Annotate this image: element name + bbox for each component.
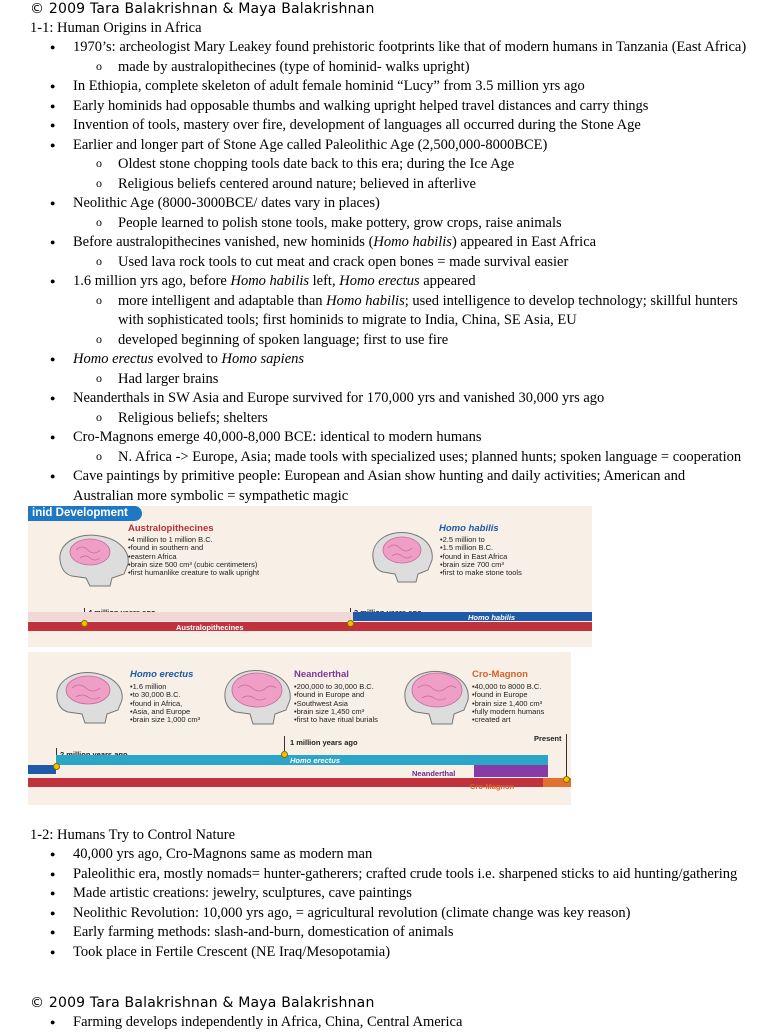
list-item: ● Cro-Magnons emerge 40,000-8,000 BCE: identical to modern humans xyxy=(0,428,768,448)
species-name-neanderthal: Neanderthal xyxy=(294,669,349,680)
fact: • brain size 1,000 cm³ xyxy=(130,716,200,724)
species-name-australopithecines: Australopithecines xyxy=(128,523,214,534)
list-item: ● Early hominids had opposable thumbs and walking upright helped travel distances and carry things xyxy=(0,97,768,117)
fact: • 200,000 to 30,000 B.C. xyxy=(294,683,378,691)
italic-term: Homo habilis xyxy=(373,234,452,250)
list-item: ● Cave paintings by primitive people: European and Asian show hunting and daily activities; American and Australian more symbolic = sympathetic magic xyxy=(0,467,768,506)
fact: • to 30,000 B.C. xyxy=(130,691,200,699)
text: ) appeared in East Africa xyxy=(451,234,597,250)
list-item: o Oldest stone chopping tools date back to this era; during the Ice Age xyxy=(0,155,768,175)
erectus-skull-icon xyxy=(52,668,128,726)
hominid-figure-bottom xyxy=(28,652,571,805)
australopithecines-bar xyxy=(28,622,592,631)
neanderthal-facts xyxy=(294,683,378,724)
australopithecines-bar-label: Australopithecines xyxy=(176,623,244,632)
species-name-cro-magnon: Cro-Magnon xyxy=(472,669,528,680)
australopithecines-facts xyxy=(128,536,259,577)
italic-term: Homo habilis xyxy=(230,273,310,289)
list-item: ● 40,000 yrs ago, Cro-Magnons same as modern man xyxy=(0,845,768,865)
fact: • 1.6 million xyxy=(130,683,200,691)
notes-list-page-2 xyxy=(0,1013,768,1033)
list-item: ● Made artistic creations: jewelry, sculptures, cave paintings xyxy=(0,884,768,904)
timeline-marker xyxy=(281,751,288,758)
fact: • first to make stone tools xyxy=(440,569,522,577)
section-heading-1-2: 1-2: Humans Try to Control Nature xyxy=(30,827,236,843)
timeline-label-1m: 1 million years ago xyxy=(290,738,358,747)
list-item: ● Farming develops independently in Africa, China, Central America xyxy=(0,1013,768,1033)
text: more intelligent and adaptable than xyxy=(118,292,327,309)
list-item: o N. Africa -> Europe, Asia; made tools with specialized uses; planned hunts; spoken language = cooperation xyxy=(0,448,768,468)
cro-magnon-facts xyxy=(472,683,544,724)
list-item: ● Early farming methods: slash-and-burn, domestication of animals xyxy=(0,923,768,943)
fact: • Asia, and Europe xyxy=(130,708,200,716)
cro-magnon-skull-icon xyxy=(400,668,474,728)
cro-magnon-bar-label: Cro-Magnon xyxy=(470,782,515,791)
fact: • 40,000 to 8000 B.C. xyxy=(472,683,544,691)
fact: • 4 million to 1 million B.C. xyxy=(128,536,259,544)
list-item: o made by australopithecines (type of hominid- walks upright) xyxy=(0,58,768,78)
fact: • created art xyxy=(472,716,544,724)
list-item: o People learned to polish stone tools, make pottery, grow crops, raise animals xyxy=(0,214,768,234)
species-name-erectus: Homo erectus xyxy=(130,669,194,680)
text: Before australopithecines vanished, new hominids ( xyxy=(73,234,374,250)
list-item xyxy=(0,233,768,253)
list-item: ● Earlier and longer part of Stone Age called Paleolithic Age (2,500,000-8000BCE) xyxy=(0,136,768,156)
neanderthal-bar xyxy=(474,765,548,777)
list-item xyxy=(0,350,768,370)
australopithecines-bar-end xyxy=(28,778,543,787)
list-item: o Used lava rock tools to cut meat and crack open bones = made survival easier xyxy=(0,253,768,273)
list-item: ● Neanderthals in SW Asia and Europe survived for 170,000 yrs and vanished 30,000 yrs ago xyxy=(0,389,768,409)
fact: • found in Europe and xyxy=(294,691,378,699)
text: ; used intelligence to develop technology; skillful hunters with sophisticated tools; first hominids to migrate to India, China, SE Asia, EU xyxy=(118,292,738,328)
timeline-tick xyxy=(566,734,567,780)
figure-title: inid Development xyxy=(28,506,142,521)
timeline-marker xyxy=(53,763,60,770)
timeline-marker xyxy=(347,620,354,627)
list-item: o developed beginning of spoken language; first to use fire xyxy=(0,331,768,351)
habilis-bar-end xyxy=(28,765,56,774)
text: appeared xyxy=(419,273,476,289)
list-item: ● Took place in Fertile Crescent (NE Iraq/Mesopotamia) xyxy=(0,943,768,963)
text: 1.6 million yrs ago, before xyxy=(73,273,231,289)
timeline-marker xyxy=(563,776,570,783)
section-heading-1-1: 1-1: Human Origins in Africa xyxy=(30,20,202,36)
neanderthal-skull-icon xyxy=(220,666,296,728)
timeline-label-present: Present xyxy=(534,734,562,743)
italic-term: Homo habilis xyxy=(326,292,405,309)
list-item: ● Neolithic Revolution: 10,000 yrs ago, = agricultural revolution (climate change was key reason) xyxy=(0,904,768,924)
neanderthal-bar-label: Neanderthal xyxy=(412,769,456,778)
italic-term: Homo erectus xyxy=(339,273,420,289)
list-item: ● 1970’s: archeologist Mary Leakey found prehistoric footprints like that of modern humans in Tanzania (East Africa) xyxy=(0,38,768,58)
erectus-facts xyxy=(130,683,200,724)
list-item: ● Neolithic Age (8000-3000BCE/ dates vary in places) xyxy=(0,194,768,214)
list-item: ● In Ethiopia, complete skeleton of adult female hominid “Lucy” from 3.5 million yrs ago xyxy=(0,77,768,97)
list-item: ● Invention of tools, mastery over fire, development of languages all occurred during the Stone Age xyxy=(0,116,768,136)
fact: • brain size 1,450 cm³ xyxy=(294,708,378,716)
list-item: o Religious beliefs centered around nature; believed in afterlive xyxy=(0,175,768,195)
fact: • found in East Africa xyxy=(440,553,522,561)
fact: • Southwest Asia xyxy=(294,700,378,708)
text: evolved to xyxy=(153,351,222,367)
timeline-marker xyxy=(81,620,88,627)
fact: • brain size 500 cm³ (cubic centimeters) xyxy=(128,561,259,569)
bar-spacer xyxy=(28,612,353,621)
list-item: o Religious beliefs; shelters xyxy=(0,409,768,429)
text: left, xyxy=(309,273,340,289)
hominid-figure-top xyxy=(28,506,592,647)
fact: • fully modern humans xyxy=(472,708,544,716)
fact: • brain size 700 cm³ xyxy=(440,561,522,569)
fact: • found in Africa, xyxy=(130,700,200,708)
fact: • 2.5 million to xyxy=(440,536,522,544)
list-item xyxy=(0,292,768,331)
notes-list-1-2 xyxy=(0,845,768,962)
fact: • found in southern and xyxy=(128,544,259,552)
italic-term: Homo sapiens xyxy=(221,351,305,367)
fact: • found in Europe xyxy=(472,691,544,699)
fact: • first to have ritual burials xyxy=(294,716,378,724)
fact: • 1.5 million B.C. xyxy=(440,544,522,552)
list-item: ● Paleolithic era, mostly nomads= hunter-gatherers; crafted crude tools i.e. sharpened sticks to aid hunting/gathering xyxy=(0,865,768,885)
italic-term: Homo erectus xyxy=(73,351,154,367)
australopithecine-skull-icon xyxy=(54,530,134,588)
fact: • brain size 1,400 cm³ xyxy=(472,700,544,708)
copyright-header-page-2: © 2009 Tara Balakrishnan & Maya Balakrishnan xyxy=(30,995,375,1011)
list-item: o Had larger brains xyxy=(0,370,768,390)
fact: • first humanlike creature to walk upright xyxy=(128,569,259,577)
species-name-habilis: Homo habilis xyxy=(439,523,499,534)
habilis-bar-label: Homo habilis xyxy=(468,613,516,622)
habilis-skull-icon xyxy=(368,528,438,584)
notes-list-1-1 xyxy=(0,38,768,506)
erectus-bar-label: Homo erectus xyxy=(290,756,341,765)
list-item xyxy=(0,272,768,292)
fact: • eastern Africa xyxy=(128,553,259,561)
habilis-facts xyxy=(440,536,522,577)
copyright-header: © 2009 Tara Balakrishnan & Maya Balakrishnan xyxy=(30,1,375,17)
